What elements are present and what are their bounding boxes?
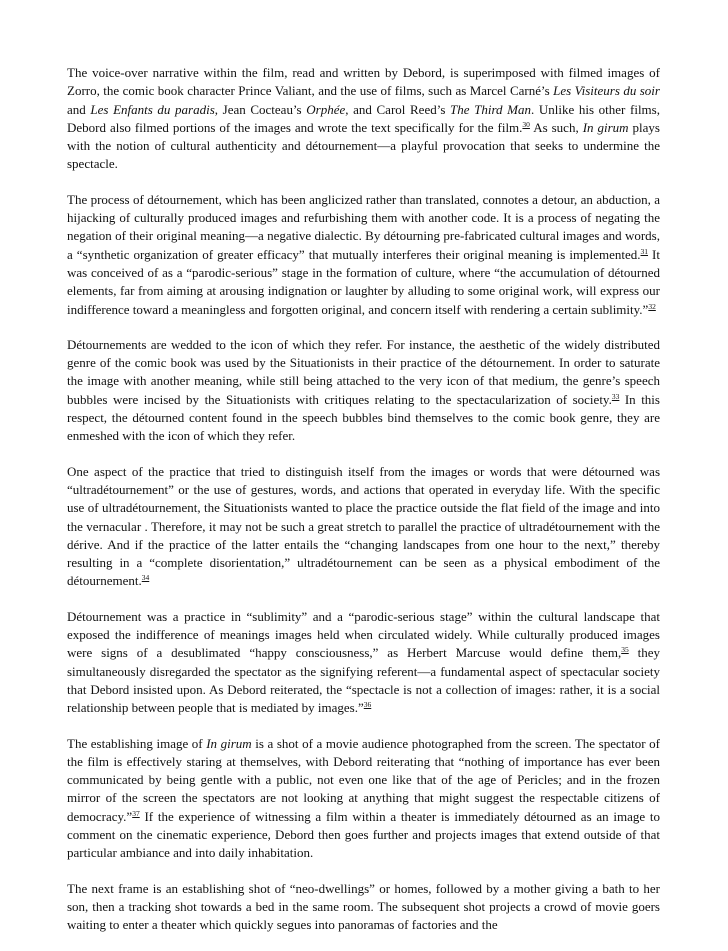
footnote-ref[interactable]: 35 bbox=[621, 645, 629, 655]
footnote-ref[interactable]: 30 bbox=[522, 119, 530, 129]
text-run: Détournements are wedded to the icon of which they refer. For instance, the aesthetic of the widely distributed genre of the comic book was used by the Situationists in their practice of the détournement. In order to saturate the image with another meaning, while still being attached to the very icon of that medium, the genre’s speech bubbles were incised by the Situationists with critiques relating to the spectacularization of society. bbox=[67, 336, 660, 407]
text-run: . Unlike his other films, Debord also filmed portions of the images and wrote the text specifically for the film. bbox=[67, 101, 660, 135]
text-run: As such, bbox=[529, 119, 583, 135]
paragraph bbox=[67, 336, 660, 446]
footnote-ref[interactable]: 36 bbox=[363, 700, 372, 710]
text-run: is a shot of a movie audience photographed from the screen. The spectator of the film is effectively staring at themselves, with Debord reiterating that “nothing of importance has ever been communicated by being gentle with a public, not even one like that of the age of Pericles; and in the frozen mirror of the screen the spectators are not looking at anything that might suggest the respectable citizens of democracy.” bbox=[67, 735, 660, 824]
text-run: Détournement was a practice in “sublimity” and a “parodic-serious stage” within the cultural landscape that exposed the indifference of meanings images held when circulated widely. While culturally produced images were signs of a desublimated “happy consciousness,” as Herbert Marcuse would define them, bbox=[67, 608, 660, 661]
text-run: , and Carol Reed’s bbox=[345, 101, 451, 117]
footnote-ref[interactable]: 34 bbox=[141, 573, 150, 583]
text-run: The establishing image of bbox=[67, 735, 207, 751]
text-run: It was conceived of as a “parodic-serious” stage in the formation of culture, where “the accumulation of détourned elements, far from aiming at arousing indignation or laughter by alluding to some original work, will express our indifference toward a meaningless and forgotten original, and concern itself with rendering a certain sublimity.” bbox=[67, 246, 660, 317]
footnote-ref[interactable]: 32 bbox=[648, 301, 656, 311]
footnote-ref[interactable]: 33 bbox=[611, 391, 620, 401]
italic-title: Orphée bbox=[306, 101, 346, 117]
text-run: The process of détournement, which has been anglicized rather than translated, connotes a detour, an abduction, a hijacking of culturally produced images and refurbishing them with another code. It is a process of negating the negation of their original meaning—a negative dialectic. By détourning pre-fabricated cultural images and words, a “synthetic organization of greater efficacy” that mutually interferes their original meaning is implemented. bbox=[67, 191, 660, 262]
document-page bbox=[67, 64, 660, 951]
italic-title: Les Visiteurs du soir bbox=[553, 83, 660, 99]
text-run: The next frame is an establishing shot of “neo-dwellings” or homes, followed by a mother giving a bath to her son, then a tracking shot towards a bed in the same room. The subsequent shot projects a crowd of movie goers waiting to enter a theater which quickly segues into panoramas of factories and the bbox=[67, 880, 660, 933]
text-run: In this respect, the détourned content found in the speech bubbles bind themselves to the comic book genre, they are enmeshed with the icon of which they refer. bbox=[67, 391, 660, 444]
footnote-ref[interactable]: 31 bbox=[640, 246, 649, 256]
text-run: they simultaneously disregarded the spectator as the signifying referent—a fundamental aspect of spectacular society that Debord insisted upon. As Debord reiterated, the “spectacle is not a collection of images: rather, it is a social relationship between people that is mediated by images.” bbox=[67, 645, 660, 716]
text-run: The voice-over narrative within the film, read and written by Debord, is superimposed with filmed images of Zorro, the comic book character Prince Valiant, and the use of films, such as Marcel Carné’s bbox=[67, 65, 660, 99]
text-run: plays with the notion of cultural authenticity and détournement—a playful provocation that seeks to undermine the spectacle. bbox=[67, 119, 660, 172]
paragraph bbox=[67, 735, 660, 863]
text-run: and bbox=[67, 101, 91, 117]
paragraph bbox=[67, 64, 660, 174]
footnote-ref[interactable]: 37 bbox=[132, 808, 140, 818]
italic-title: In girum bbox=[206, 735, 252, 751]
paragraph bbox=[67, 191, 660, 319]
text-run: If the experience of witnessing a film within a theater is immediately détourned as an image to comment on the cinematic experience, Debord then goes further and projects images that extend outside of that particular ambiance and into daily inhabitation. bbox=[67, 808, 660, 861]
paragraph bbox=[67, 608, 660, 718]
paragraph bbox=[67, 880, 660, 935]
text-run: One aspect of the practice that tried to distinguish itself from the images or words that were détourned was “ultradétournement” or the use of gestures, words, and actions that operated in everyday life. With the specific use of ultradétournement, the Situationists wanted to place the practice outside the flat field of the image and into the vernacular . Therefore, it may not be such a great stretch to parallel the practice of ultradétournement with the dérive. And if the practice of the latter entails the “changing landscapes from one hour to the next,” thereby resulting in a “complete disorientation,” ultradétournement can be seen as a physical embodiment of the détournement. bbox=[67, 463, 660, 589]
italic-title: In girum bbox=[582, 119, 629, 135]
italic-title: The Third Man bbox=[450, 101, 532, 117]
text-run: , Jean Cocteau’s bbox=[214, 101, 307, 117]
paragraph bbox=[67, 463, 660, 591]
italic-title: Les Enfants du paradis bbox=[90, 101, 215, 117]
